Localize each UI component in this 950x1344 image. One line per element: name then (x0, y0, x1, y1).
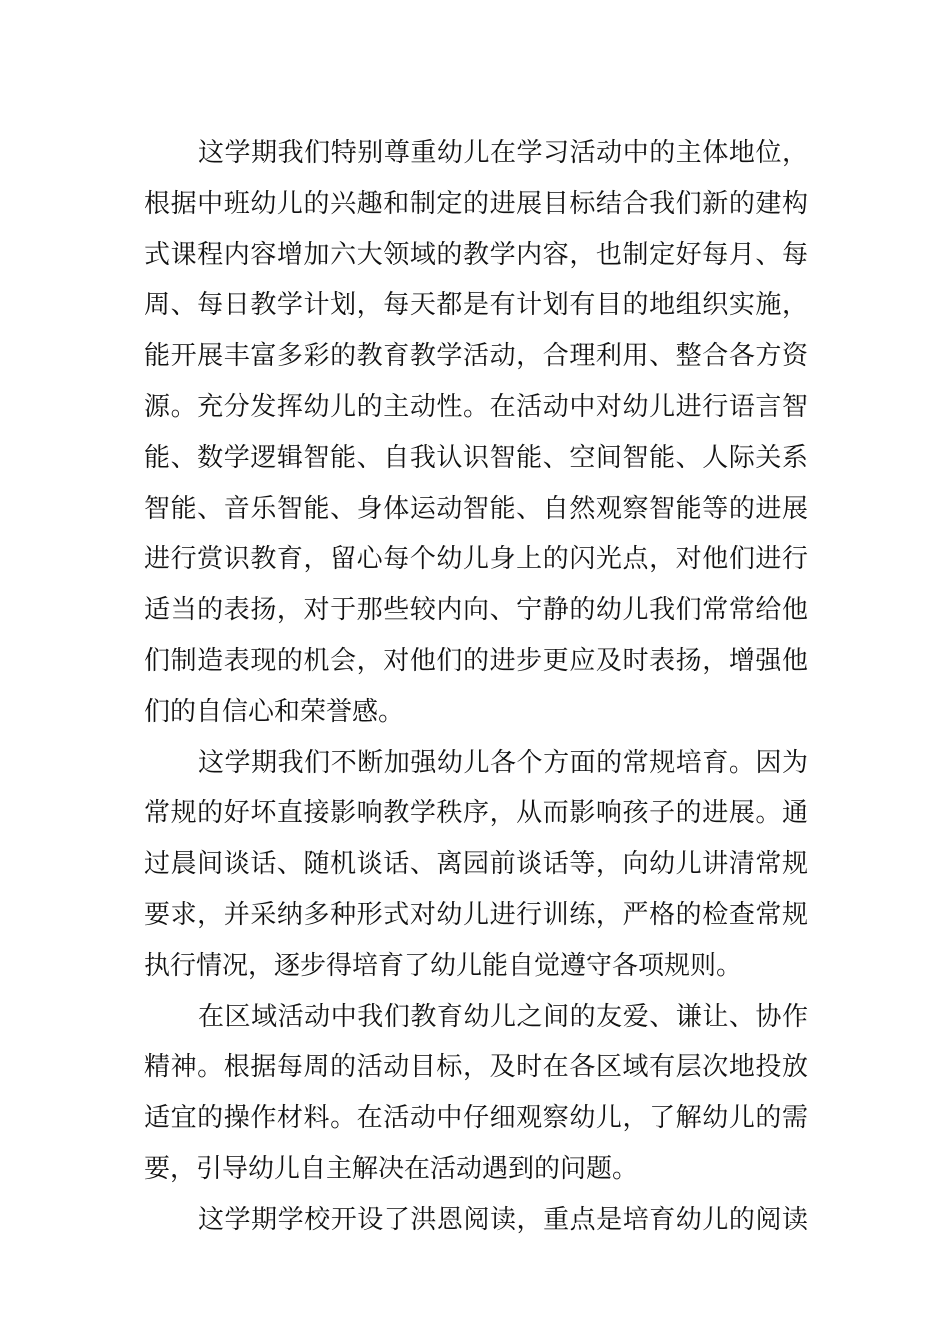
paragraph (144, 1195, 808, 1246)
text-line: 能、数学逻辑智能、自我认识智能、空间智能、人际关系 (144, 442, 808, 473)
text-line: 适宜的操作材料。在活动中仔细观察幼儿，了解幼儿的需 (144, 1103, 808, 1134)
paragraph (144, 992, 808, 1195)
text-line: 这学期学校开设了洪恩阅读，重点是培育幼儿的阅读 (198, 1204, 808, 1235)
text-line: 适当的表扬，对于那些较内向、宁静的幼儿我们常常给他 (144, 595, 808, 626)
text-line: 能开展丰富多彩的教育教学活动，合理利用、整合各方资 (144, 341, 808, 372)
text-line: 进行赏识教育，留心每个幼儿身上的闪光点，对他们进行 (144, 544, 808, 575)
text-line: 源。充分发挥幼儿的主动性。在活动中对幼儿进行语言智 (144, 391, 808, 422)
text-line: 这学期我们特别尊重幼儿在学习活动中的主体地位， (198, 138, 808, 168)
paragraph (144, 128, 808, 738)
text-line: 要求，并采纳多种形式对幼儿进行训练，严格的检查常规 (144, 899, 808, 930)
text-line: 根据中班幼儿的兴趣和制定的进展目标结合我们新的建构 (144, 188, 808, 219)
text-line: 智能、音乐智能、身体运动智能、自然观察智能等的进展 (144, 493, 808, 524)
text-line: 精神。根据每周的活动目标，及时在各区域有层次地投放 (144, 1052, 808, 1083)
text-line: 这学期我们不断加强幼儿各个方面的常规培育。因为 (198, 747, 808, 778)
text-line: 们的自信心和荣誉感。 (144, 696, 405, 727)
paragraph (144, 738, 808, 992)
text-line: 在区域活动中我们教育幼儿之间的友爱、谦让、协作 (198, 1001, 808, 1032)
text-line: 过晨间谈话、随机谈话、离园前谈话等，向幼儿讲清常规 (144, 849, 808, 880)
document-body (144, 128, 808, 1246)
text-line: 们制造表现的机会，对他们的进步更应及时表扬，增强他 (144, 645, 808, 676)
text-line: 式课程内容增加六大领域的教学内容，也制定好每月、每 (144, 239, 808, 270)
text-line: 要，引导幼儿自主解决在活动遇到的问题。 (144, 1153, 639, 1184)
text-line: 常规的好坏直接影响教学秩序，从而影响孩子的进展。通 (144, 798, 808, 829)
text-line: 执行情况，逐步得培育了幼儿能自觉遵守各项规则。 (144, 950, 743, 981)
text-line: 周、每日教学计划，每天都是有计划有目的地组织实施， (144, 290, 808, 321)
